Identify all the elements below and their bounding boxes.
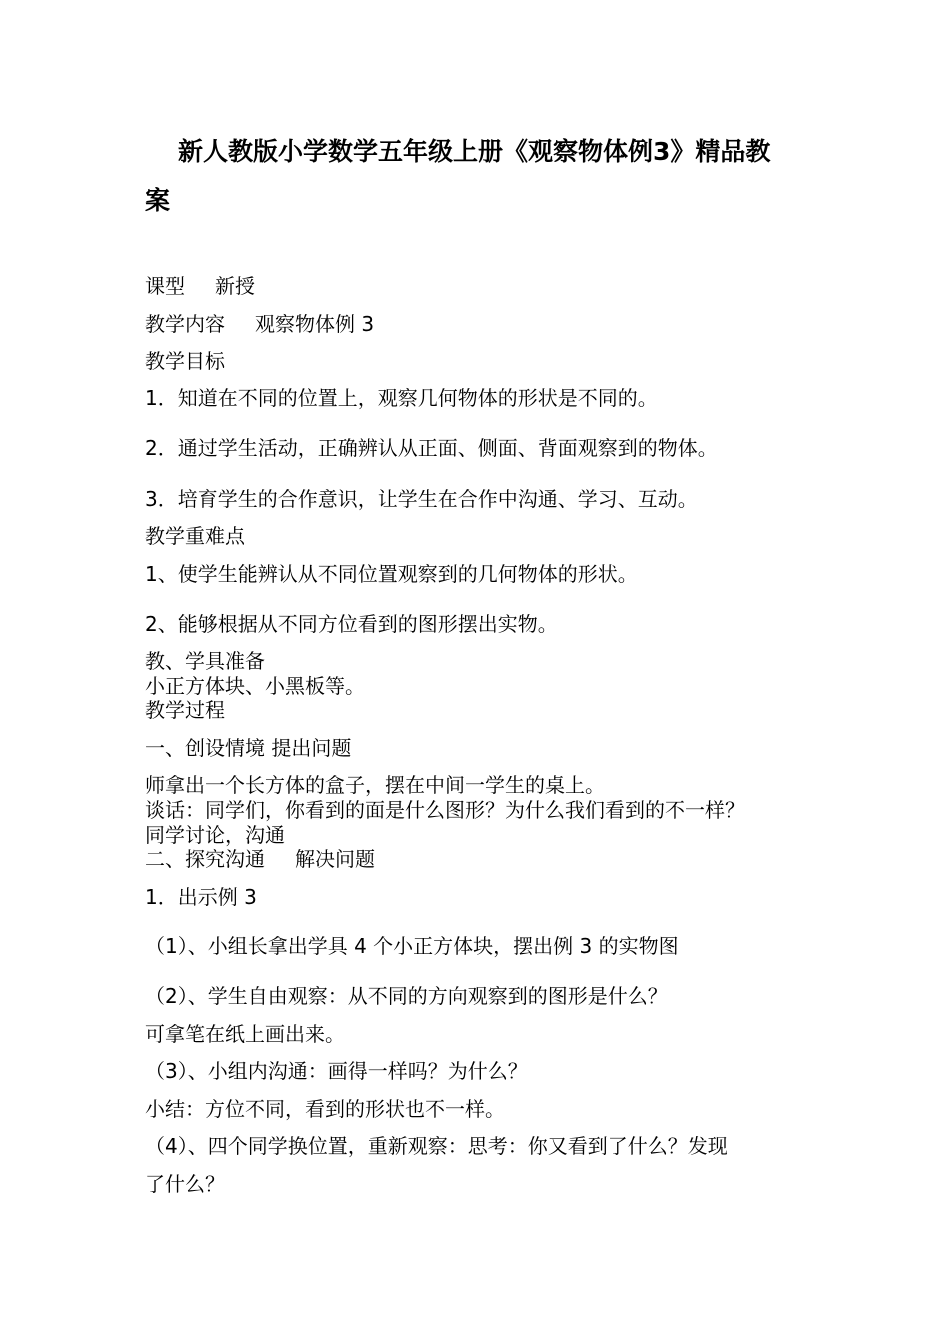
goals-heading: 教学目标 xyxy=(145,349,225,373)
prep-text: 小正方体块、小黑板等。 xyxy=(145,674,365,698)
teaching-content-value: 观察物体例 3 xyxy=(255,312,375,336)
goal-item-3: 3．培育学生的合作意识，让学生在合作中沟通、学习、互动。 xyxy=(145,487,698,511)
step-line-5: 小结：方位不同，看到的形状也不一样。 xyxy=(145,1097,505,1121)
document-title-line-2: 案 xyxy=(145,186,171,215)
section-2-heading xyxy=(145,849,375,869)
goal-item-2: 2．通过学生活动，正确辨认从正面、侧面、背面观察到的物体。 xyxy=(145,436,718,460)
key-point-item-1: 1、使学生能辨认从不同位置观察到的几何物体的形状。 xyxy=(145,562,638,586)
teaching-content-row xyxy=(145,314,374,334)
step-line-7: 了什么？ xyxy=(145,1172,225,1196)
teaching-content-label: 教学内容 xyxy=(145,312,225,336)
step-line-2: （2）、学生自由观察：从不同的方向观察到的图形是什么？ xyxy=(145,984,668,1008)
lesson-type-row xyxy=(145,276,255,296)
example-label: 1．出示例 3 xyxy=(145,885,257,909)
goal-item-1: 1．知道在不同的位置上，观察几何物体的形状是不同的。 xyxy=(145,386,658,410)
prep-heading: 教、学具准备 xyxy=(145,649,265,673)
step-line-3: 可拿笔在纸上画出来。 xyxy=(145,1022,345,1046)
step-line-6: （4）、四个同学换位置，重新观察：思考：你又看到了什么？发现 xyxy=(145,1134,728,1158)
key-points-heading: 教学重难点 xyxy=(145,524,245,548)
section-1-line-3: 同学讨论，沟通 xyxy=(145,823,285,847)
section-1-heading: 一、创设情境 提出问题 xyxy=(145,736,352,760)
section-2-heading-part-b: 解决问题 xyxy=(295,847,375,871)
step-line-1: （1）、小组长拿出学具 4 个小正方体块，摆出例 3 的实物图 xyxy=(145,934,679,958)
section-2-heading-part-a: 二、探究沟通 xyxy=(145,847,265,871)
lesson-type-value: 新授 xyxy=(215,274,255,298)
lesson-type-label: 课型 xyxy=(145,274,185,298)
step-line-4: （3）、小组内沟通：画得一样吗？为什么？ xyxy=(145,1059,528,1083)
section-1-line-1: 师拿出一个长方体的盒子，摆在中间一学生的桌上。 xyxy=(145,773,605,797)
section-1-line-2: 谈话：同学们，你看到的面是什么图形？为什么我们看到的不一样？ xyxy=(145,798,745,822)
process-heading: 教学过程 xyxy=(145,698,225,722)
key-point-item-2: 2、能够根据从不同方位看到的图形摆出实物。 xyxy=(145,612,558,636)
document-title-line-1: 新人教版小学数学五年级上册《观察物体例3》精品教 xyxy=(178,137,771,166)
